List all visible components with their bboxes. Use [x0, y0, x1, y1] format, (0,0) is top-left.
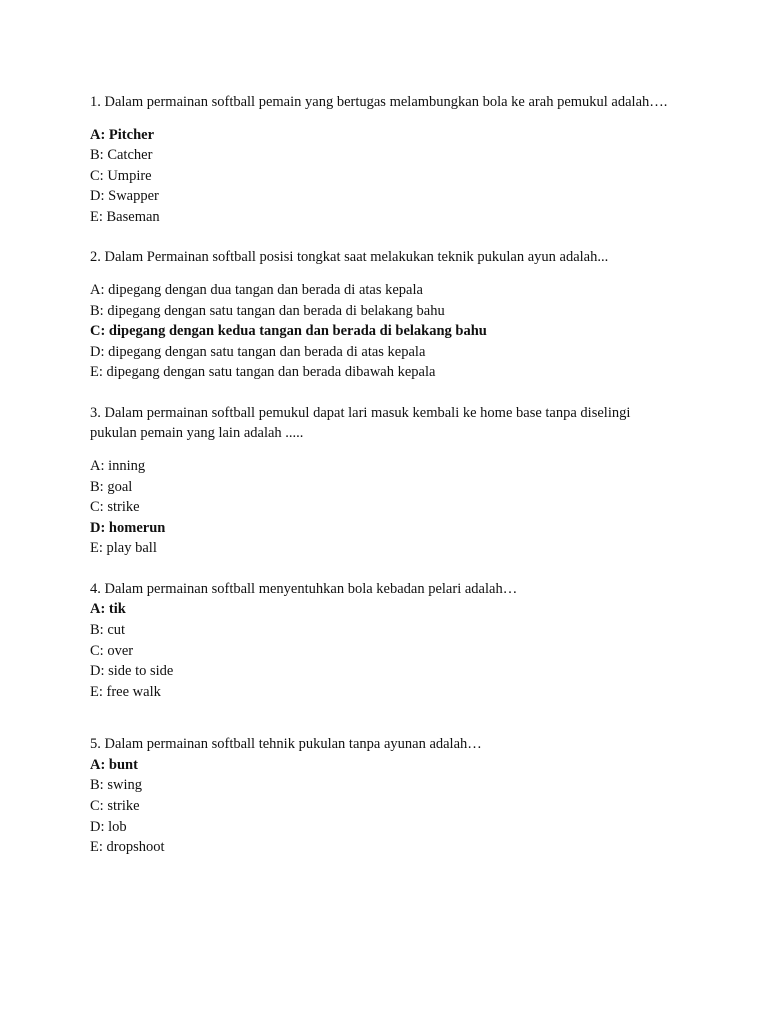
- option-item: D: side to side: [90, 663, 174, 680]
- question-block-5: [90, 734, 680, 857]
- option-item: E: dropshoot: [90, 839, 165, 856]
- option-item: A: Pitcher: [90, 126, 155, 143]
- option-item: A: bunt: [90, 756, 138, 773]
- option-item: C: dipegang dengan kedua tangan dan berada di belakang bahu: [90, 323, 487, 340]
- option-item: C: strike: [90, 499, 140, 516]
- document-page: [90, 92, 680, 878]
- option-item: A: tik: [90, 601, 126, 618]
- option-item: B: Catcher: [90, 147, 153, 164]
- option-item: B: goal: [90, 478, 133, 495]
- option-item: E: play ball: [90, 540, 157, 557]
- option-item: B: swing: [90, 777, 142, 794]
- option-item: D: Swapper: [90, 188, 159, 205]
- option-item: A: dipegang dengan dua tangan dan berada di atas kepala: [90, 281, 423, 298]
- option-item: D: lob: [90, 818, 127, 835]
- option-list: [90, 125, 680, 228]
- option-list: [90, 280, 680, 383]
- question-text: 2. Dalam Permainan softball posisi tongkat saat melakukan teknik pukulan ayun adalah...: [90, 249, 609, 266]
- option-item: B: cut: [90, 622, 126, 638]
- question-block-1: [90, 92, 680, 227]
- option-list: [90, 456, 680, 559]
- question-block-3: [90, 403, 680, 559]
- question-text: 5. Dalam permainan softball tehnik pukulan tanpa ayunan adalah…: [90, 736, 482, 753]
- option-list: [90, 755, 680, 858]
- question-block-4: [90, 579, 680, 702]
- option-item: A: inning: [90, 457, 146, 474]
- option-item: E: free walk: [90, 683, 161, 700]
- option-item: C: over: [90, 642, 134, 659]
- option-item: C: strike: [90, 798, 140, 815]
- option-item: B: dipegang dengan satu tangan dan berada di belakang bahu: [90, 302, 445, 319]
- question-block-2: [90, 247, 680, 382]
- option-item: D: dipegang dengan satu tangan dan berada di atas kepala: [90, 343, 426, 360]
- option-item: E: dipegang dengan satu tangan dan berada dibawah kepala: [90, 364, 436, 381]
- option-item: E: Baseman: [90, 208, 160, 225]
- option-list: [90, 599, 680, 702]
- question-text: 1. Dalam permainan softball pemain yang bertugas melambungkan bola ke arah pemukul adalah….: [90, 94, 668, 110]
- question-text: 4. Dalam permainan softball menyentuhkan bola kebadan pelari adalah…: [90, 580, 518, 597]
- option-item: D: homerun: [90, 519, 166, 536]
- option-item: C: Umpire: [90, 167, 152, 184]
- question-text: 3. Dalam permainan softball pemukul dapat lari masuk kembali ke home base tanpa diselingi pukulan pemain yang lain adalah .....: [90, 404, 631, 442]
